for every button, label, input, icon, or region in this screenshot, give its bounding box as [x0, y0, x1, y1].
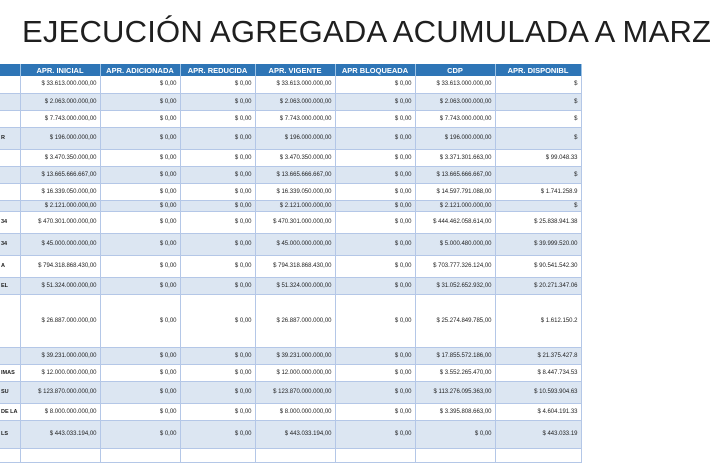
- table-cell[interactable]: $ 0,00: [180, 127, 255, 149]
- table-cell[interactable]: $ 3.470.350.000,00: [20, 149, 100, 166]
- row-label-cell[interactable]: [0, 448, 20, 462]
- table-cell[interactable]: $ 8.000.000.000,00: [255, 403, 335, 420]
- table-cell[interactable]: $ 0,00: [100, 76, 180, 93]
- table-cell[interactable]: $ 3.552.265.470,00: [415, 364, 495, 381]
- row-label-cell[interactable]: 34: [0, 233, 20, 255]
- table-cell[interactable]: $ 0,00: [335, 403, 415, 420]
- table-cell[interactable]: $ 39.231.000.000,00: [20, 347, 100, 364]
- table-cell[interactable]: $ 2.063.000.000,00: [20, 93, 100, 110]
- table-cell[interactable]: $ 0,00: [100, 149, 180, 166]
- table-cell[interactable]: $ 2.121.000.000,00: [255, 200, 335, 211]
- table-cell[interactable]: $ 7.743.000.000,00: [415, 110, 495, 127]
- table-cell[interactable]: $ 0,00: [180, 255, 255, 277]
- table-cell[interactable]: $ 31.052.652.932,00: [415, 277, 495, 294]
- table-row: [0, 149, 581, 166]
- table-cell[interactable]: $ 0,00: [180, 347, 255, 364]
- table-row: [0, 110, 581, 127]
- table-cell[interactable]: $ 7.743.000.000,00: [255, 110, 335, 127]
- table-cell[interactable]: $ 794.318.868.430,00: [255, 255, 335, 277]
- table-cell[interactable]: $ 21.375.427.8: [495, 347, 581, 364]
- table-cell[interactable]: $ 0,00: [180, 183, 255, 200]
- table-row: [0, 200, 581, 211]
- column-header[interactable]: CDP: [415, 64, 495, 76]
- table-cell[interactable]: $ 0,00: [100, 127, 180, 149]
- row-label-cell[interactable]: A: [0, 255, 20, 277]
- table-cell[interactable]: $ 0,00: [180, 93, 255, 110]
- table-row: [0, 381, 581, 403]
- row-label-cell[interactable]: [0, 183, 20, 200]
- table-cell[interactable]: $ 0,00: [100, 93, 180, 110]
- table-cell[interactable]: $ 0,00: [335, 277, 415, 294]
- table-row: [0, 255, 581, 277]
- table-row: [0, 233, 581, 255]
- table-row: [0, 448, 581, 462]
- table-row: [0, 277, 581, 294]
- table-cell[interactable]: $ 99.048.33: [495, 149, 581, 166]
- table-cell[interactable]: $ 7.743.000.000,00: [20, 110, 100, 127]
- table-row: [0, 211, 581, 233]
- column-header[interactable]: APR BLOQUEADA: [335, 64, 415, 76]
- table-row: [0, 403, 581, 420]
- table-cell[interactable]: $ 25.838.941.38: [495, 211, 581, 233]
- table-cell[interactable]: $ 14.597.791.088,00: [415, 183, 495, 200]
- table-cell[interactable]: $ 0,00: [180, 76, 255, 93]
- table-cell[interactable]: $ 8.000.000.000,00: [20, 403, 100, 420]
- table-cell[interactable]: $ 90.541.542.30: [495, 255, 581, 277]
- table-cell[interactable]: $ 0,00: [100, 166, 180, 183]
- table-cell[interactable]: $ 0,00: [100, 403, 180, 420]
- table-cell[interactable]: $ 0,00: [180, 110, 255, 127]
- table-cell[interactable]: $ 444.462.058.614,00: [415, 211, 495, 233]
- table-cell[interactable]: $ 0,00: [335, 93, 415, 110]
- table-cell[interactable]: $ 26.887.000.000,00: [255, 294, 335, 347]
- table-cell[interactable]: $ 13.665.666.667,00: [415, 166, 495, 183]
- table-cell[interactable]: $: [495, 166, 581, 183]
- table-cell[interactable]: $ 0,00: [180, 200, 255, 211]
- table-cell[interactable]: $ 196.000.000,00: [255, 127, 335, 149]
- table-cell[interactable]: [415, 448, 495, 462]
- table-row: [0, 76, 581, 93]
- table-row: [0, 166, 581, 183]
- table-body: [0, 76, 581, 462]
- row-label-cell[interactable]: [0, 76, 20, 93]
- row-label-cell[interactable]: DE LA: [0, 403, 20, 420]
- table-cell[interactable]: $ 4.604.191.33: [495, 403, 581, 420]
- table-cell[interactable]: $ 2.121.000.000,00: [20, 200, 100, 211]
- row-label-cell[interactable]: [0, 149, 20, 166]
- table-cell[interactable]: $ 0,00: [335, 166, 415, 183]
- table-cell[interactable]: $ 0,00: [335, 381, 415, 403]
- table-cell[interactable]: $ 0,00: [335, 347, 415, 364]
- table-row: [0, 347, 581, 364]
- table-cell[interactable]: $ 0,00: [180, 233, 255, 255]
- table-cell[interactable]: $ 2.121.000.000,00: [415, 200, 495, 211]
- table-cell[interactable]: $ 0,00: [335, 149, 415, 166]
- table-cell[interactable]: $ 0,00: [180, 166, 255, 183]
- column-header[interactable]: APR. VIGENTE: [255, 64, 335, 76]
- table-cell[interactable]: $ 45.000.000.000,00: [255, 233, 335, 255]
- table-cell[interactable]: $ 25.274.849.785,00: [415, 294, 495, 347]
- table-cell[interactable]: $ 26.887.000.000,00: [20, 294, 100, 347]
- table-cell[interactable]: $: [495, 93, 581, 110]
- table-cell[interactable]: $ 0,00: [335, 255, 415, 277]
- table-cell[interactable]: [255, 448, 335, 462]
- table-cell[interactable]: $ 0,00: [335, 420, 415, 448]
- header-row: [0, 64, 581, 76]
- table-cell[interactable]: $ 51.324.000.000,00: [255, 277, 335, 294]
- table-cell[interactable]: $ 33.613.000.000,00: [255, 76, 335, 93]
- table-cell[interactable]: $: [495, 200, 581, 211]
- table-cell[interactable]: $ 0,00: [335, 127, 415, 149]
- table-cell[interactable]: $ 0,00: [180, 149, 255, 166]
- table-cell[interactable]: $ 1.612.150.2: [495, 294, 581, 347]
- row-label-cell[interactable]: [0, 347, 20, 364]
- row-label-cell[interactable]: SU: [0, 381, 20, 403]
- table-cell[interactable]: $ 51.324.000.000,00: [20, 277, 100, 294]
- table-cell[interactable]: $ 1.741.258.9: [495, 183, 581, 200]
- table-cell[interactable]: $ 0,00: [335, 211, 415, 233]
- table-cell[interactable]: $ 5.000.480.000,00: [415, 233, 495, 255]
- table-cell[interactable]: $ 0,00: [180, 381, 255, 403]
- table-cell[interactable]: $ 0,00: [180, 403, 255, 420]
- row-label-cell[interactable]: [0, 200, 20, 211]
- table-cell[interactable]: $ 3.371.301.663,00: [415, 149, 495, 166]
- table-cell[interactable]: $ 10.593.904.63: [495, 381, 581, 403]
- column-header[interactable]: APR. INICIAL: [20, 64, 100, 76]
- column-header[interactable]: APR. REDUCIDA: [180, 64, 255, 76]
- table-cell[interactable]: $ 33.613.000.000,00: [20, 76, 100, 93]
- table-cell[interactable]: $: [495, 110, 581, 127]
- table-cell[interactable]: $ 0,00: [100, 277, 180, 294]
- table-cell[interactable]: $ 39.999.520.00: [495, 233, 581, 255]
- table-cell[interactable]: $ 0,00: [100, 233, 180, 255]
- table-cell[interactable]: $ 0,00: [335, 364, 415, 381]
- table-cell[interactable]: $ 0,00: [100, 347, 180, 364]
- table-cell[interactable]: $ 0,00: [100, 381, 180, 403]
- table-cell[interactable]: $ 2.063.000.000,00: [255, 93, 335, 110]
- table-cell[interactable]: $ 470.301.000.000,00: [255, 211, 335, 233]
- table-cell[interactable]: $ 0,00: [335, 294, 415, 347]
- table-cell[interactable]: $ 470.301.000.000,00: [20, 211, 100, 233]
- table-cell[interactable]: $ 113.276.095.363,00: [415, 381, 495, 403]
- table-cell[interactable]: $ 0,00: [415, 420, 495, 448]
- table-cell[interactable]: $ 2.063.000.000,00: [415, 93, 495, 110]
- table-cell[interactable]: $ 8.447.734.53: [495, 364, 581, 381]
- table-cell[interactable]: $ 196.000.000,00: [20, 127, 100, 149]
- table-cell[interactable]: $ 703.777.326.124,00: [415, 255, 495, 277]
- table-cell[interactable]: $ 443.033.194,00: [20, 420, 100, 448]
- table-cell[interactable]: $ 443.033.19: [495, 420, 581, 448]
- table-cell[interactable]: $ 20.271.347.06: [495, 277, 581, 294]
- table-cell[interactable]: [180, 448, 255, 462]
- table-cell[interactable]: $ 16.339.050.000,00: [255, 183, 335, 200]
- row-label-cell[interactable]: EL: [0, 277, 20, 294]
- table-cell[interactable]: $ 443.033.194,00: [255, 420, 335, 448]
- table-cell[interactable]: $ 0,00: [335, 200, 415, 211]
- table-cell[interactable]: $ 0,00: [180, 420, 255, 448]
- table-cell[interactable]: $: [495, 127, 581, 149]
- column-header[interactable]: APR. DISPONIBL: [495, 64, 581, 76]
- row-label-cell[interactable]: IMAS: [0, 364, 20, 381]
- page-title: EJECUCIÓN AGREGADA ACUMULADA A MARZ: [22, 14, 711, 49]
- table-cell[interactable]: $ 12.000.000.000,00: [255, 364, 335, 381]
- table-cell[interactable]: $ 39.231.000.000,00: [255, 347, 335, 364]
- table-row: [0, 127, 581, 149]
- table-cell[interactable]: $: [495, 76, 581, 93]
- row-label-cell[interactable]: R: [0, 127, 20, 149]
- table-cell[interactable]: [335, 448, 415, 462]
- table-cell[interactable]: [495, 448, 581, 462]
- table-cell[interactable]: $ 123.870.000.000,00: [20, 381, 100, 403]
- table-row: [0, 183, 581, 200]
- table-cell[interactable]: $ 0,00: [335, 76, 415, 93]
- table-row: [0, 420, 581, 448]
- table-cell[interactable]: $ 3.395.808.663,00: [415, 403, 495, 420]
- table-row: [0, 364, 581, 381]
- row-label-cell[interactable]: [0, 294, 20, 347]
- table-cell[interactable]: $ 0,00: [180, 364, 255, 381]
- table-cell[interactable]: $ 0,00: [335, 183, 415, 200]
- row-label-cell[interactable]: 34: [0, 211, 20, 233]
- table-cell[interactable]: $ 0,00: [100, 255, 180, 277]
- table-cell[interactable]: $ 0,00: [100, 110, 180, 127]
- budget-table: [0, 64, 582, 463]
- table-cell[interactable]: $ 12.000.000.000,00: [20, 364, 100, 381]
- column-header[interactable]: [0, 64, 20, 76]
- table-cell[interactable]: [20, 448, 100, 462]
- table-row: [0, 93, 581, 110]
- table-cell[interactable]: $ 0,00: [100, 200, 180, 211]
- table-cell[interactable]: $ 13.665.666.667,00: [20, 166, 100, 183]
- row-label-cell[interactable]: [0, 110, 20, 127]
- table-cell[interactable]: $ 0,00: [180, 294, 255, 347]
- row-label-cell[interactable]: LS: [0, 420, 20, 448]
- table-cell[interactable]: $ 0,00: [100, 294, 180, 347]
- table-row: [0, 294, 581, 347]
- table-cell[interactable]: [100, 448, 180, 462]
- table-cell[interactable]: $ 196.000.000,00: [415, 127, 495, 149]
- table-cell[interactable]: $ 0,00: [100, 183, 180, 200]
- table-cell[interactable]: $ 0,00: [180, 277, 255, 294]
- table-cell[interactable]: $ 0,00: [100, 211, 180, 233]
- table-cell[interactable]: $ 0,00: [100, 420, 180, 448]
- table-cell[interactable]: $ 13.665.666.667,00: [255, 166, 335, 183]
- table-cell[interactable]: $ 17.855.572.186,00: [415, 347, 495, 364]
- table-cell[interactable]: $ 794.318.868.430,00: [20, 255, 100, 277]
- row-label-cell[interactable]: [0, 166, 20, 183]
- table-cell[interactable]: $ 0,00: [180, 211, 255, 233]
- table-cell[interactable]: $ 123.870.000.000,00: [255, 381, 335, 403]
- table-cell[interactable]: $ 3.470.350.000,00: [255, 149, 335, 166]
- table-cell[interactable]: $ 33.613.000.000,00: [415, 76, 495, 93]
- table-cell[interactable]: $ 0,00: [335, 233, 415, 255]
- table-cell[interactable]: $ 0,00: [335, 110, 415, 127]
- table-cell[interactable]: $ 45.000.000.000,00: [20, 233, 100, 255]
- column-header[interactable]: APR. ADICIONADA: [100, 64, 180, 76]
- row-label-cell[interactable]: [0, 93, 20, 110]
- table-cell[interactable]: $ 0,00: [100, 364, 180, 381]
- table-cell[interactable]: $ 16.339.050.000,00: [20, 183, 100, 200]
